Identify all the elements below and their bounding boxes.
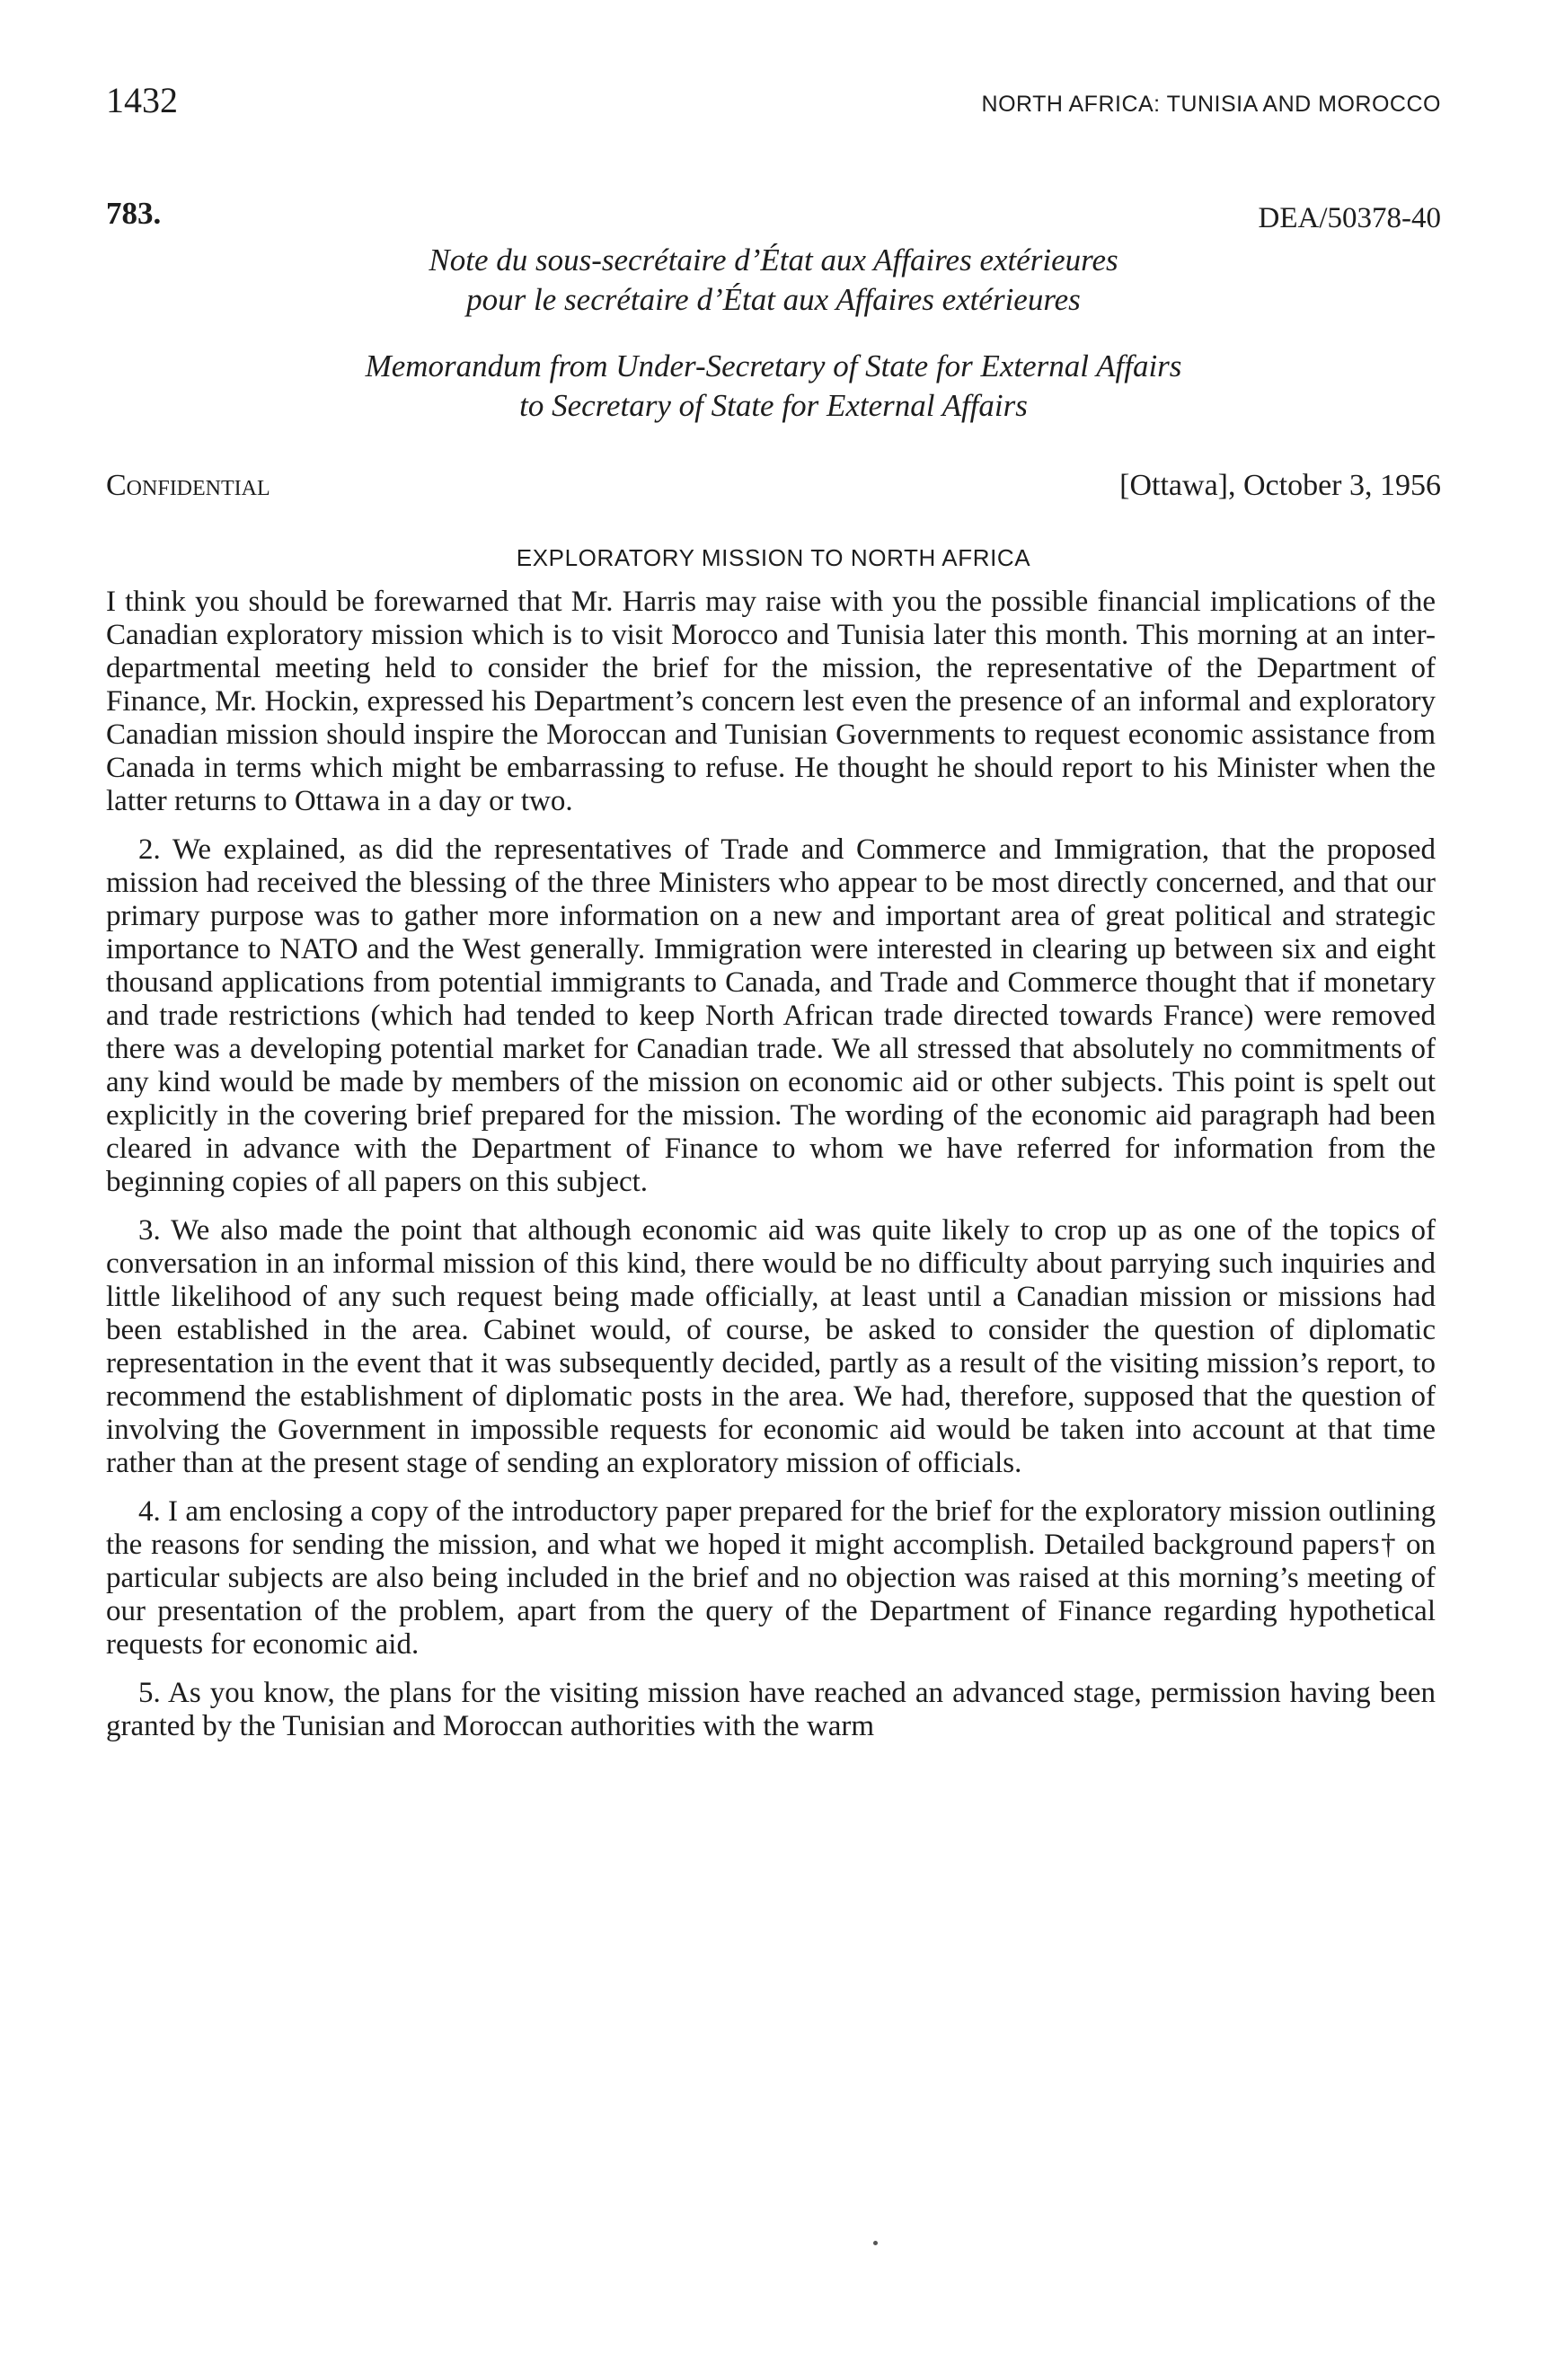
classification-label: Confidential (106, 469, 270, 502)
place-and-date: [Ottawa], October 3, 1956 (1119, 469, 1441, 502)
document-number: 783. (106, 196, 162, 231)
paragraph-2: 2. We explained, as did the representatives of Trade and Commerce and Immigration, that the proposed mission had received the blessing of the three Ministers who appear to be most directly concerned, and that our primary purpose was to gather more information on a new and important area of great political and strategic importance to NATO and the West generally. Immigration were interested in clearing up between six and eight thousand applications from potential immigrants to Canada, and Trade and Commerce thought that if monetary and trade restrictions (which had tended to keep North African trade directed towards France) were removed there was a developing potential market for Canadian trade. We all stressed that absolutely no commitments of any kind would be made by members of the mission on economic aid or other subjects. This point is spelt out explicitly in the covering brief prepared for the mission. The wording of the economic aid paragraph had been cleared in advance with the Department of Finance to whom we have referred for information from the beginning copies of all papers on this subject. (106, 833, 1436, 1198)
file-reference: DEA/50378-40 (1258, 202, 1441, 234)
english-title (106, 347, 1441, 426)
french-title-line-2: pour le secrétaire d’État aux Affaires extérieures (466, 282, 1081, 317)
french-title-line-1: Note du sous-secrétaire d’État aux Affaires extérieures (429, 242, 1118, 278)
paragraph-1: I think you should be forewarned that Mr. Harris may raise with you the possible financial implications of the Canadian exploratory mission which is to visit Morocco and Tunisia later this month. This morning at an inter-departmental meeting held to consider the brief for the mission, the representative of the Department of Finance, Mr. Hockin, expressed his Department’s concern lest even the presence of an informal and exploratory Canadian mission should inspire the Moroccan and Tunisian Governments to request economic assistance from Canada in terms which might be embarrassing to refuse. He thought he should report to his Minister when the latter returns to Ottawa in a day or two. (106, 586, 1436, 817)
scan-speck (873, 2241, 878, 2245)
french-title (106, 241, 1441, 320)
page-number: 1432 (106, 80, 178, 120)
paragraph-5: 5. As you know, the plans for the visiting mission have reached an advanced stage, permission having been granted by the Tunisian and Moroccan authorities with the warm (106, 1677, 1436, 1742)
paragraph-3: 3. We also made the point that although economic aid was quite likely to crop up as one of the topics of conversation in an informal mission of this kind, there would be no difficulty about parrying such inquiries and little likelihood of any such request being made officially, at least until a Canadian mission or missions had been established in the area. Cabinet would, of course, be asked to consider the question of diplomatic representation in the event that it was subsequently decided, partly as a result of the visiting mission’s report, to recommend the establishment of diplomatic posts in the area. We had, therefore, supposed that the question of involving the Government in impossible requests for economic aid would be taken into account at that time rather than at the present stage of sending an exploratory mission of officials. (106, 1214, 1436, 1479)
memo-body (106, 586, 1436, 1759)
english-title-line-1: Memorandum from Under-Secretary of State for External Affairs (365, 348, 1182, 383)
subject-heading: EXPLORATORY MISSION TO NORTH AFRICA (516, 544, 1031, 571)
page-header (106, 79, 1441, 124)
paragraph-4: 4. I am enclosing a copy of the introductory paper prepared for the brief for the exploratory mission outlining the reasons for sending the mission, and what we hoped it might accomplish. Detailed background papers† on particular subjects are also being included in the brief and no objection was raised at this morning’s meeting of our presentation of the problem, apart from the query of the Department of Finance regarding hypothetical requests for economic aid. (106, 1495, 1436, 1661)
running-head: NORTH AFRICA: TUNISIA AND MOROCCO (981, 92, 1441, 117)
english-title-line-2: to Secretary of State for External Affairs (519, 388, 1028, 423)
